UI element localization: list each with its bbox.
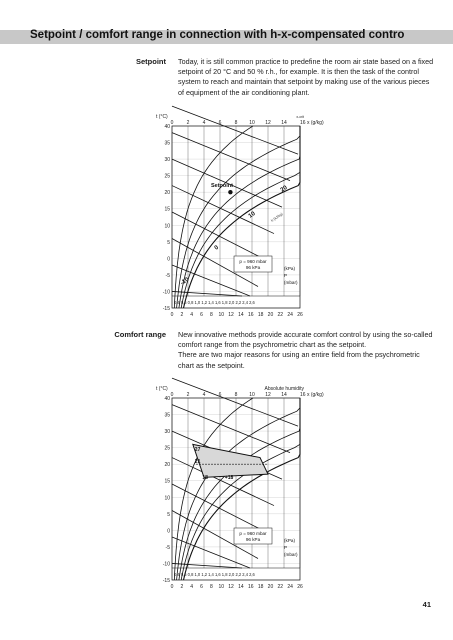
- x-top-tick: 14: [281, 392, 287, 398]
- y-tick: 10: [164, 223, 170, 230]
- relative-humidity-curve: [184, 398, 301, 580]
- y-tick: 15: [164, 206, 170, 213]
- setpoint-label: Setpoint: [211, 183, 233, 190]
- section-label-setpoint: Setpoint: [136, 57, 166, 66]
- x-bottom-tick: 12: [228, 584, 234, 590]
- chart-top-right-label: Absolute humidity: [264, 386, 304, 392]
- comfort-label: +18: [224, 475, 234, 482]
- x-bottom-tick: 2: [180, 584, 184, 590]
- y-tick: -5: [165, 272, 170, 279]
- x-top-tick: 6: [218, 392, 222, 398]
- x-bottom-tick: 0: [170, 584, 174, 590]
- comfort-range-area: [193, 444, 268, 477]
- x-bottom-tick: 14: [238, 312, 244, 318]
- x-bottom-tick: 16: [247, 584, 254, 590]
- y-tick: 20: [164, 190, 170, 197]
- x-bottom-tick: 2: [180, 312, 184, 318]
- x-bottom-tick: 8: [209, 312, 213, 318]
- enthalpy-value-label: -10: [179, 276, 191, 287]
- x-bottom-tick: 14: [238, 584, 244, 590]
- x-bottom-tick: 24: [287, 584, 293, 590]
- enthalpy-line: [172, 133, 290, 181]
- y-tick: 5: [167, 511, 170, 518]
- unit-mbar: (mbar): [284, 552, 298, 557]
- x-bottom-tick: 10: [218, 584, 225, 590]
- x-top-tick: 14: [281, 120, 287, 126]
- x-top-tick: 2: [186, 120, 190, 126]
- page-title: Setpoint / comfort range in connection with h-x-compensated contro: [30, 29, 405, 41]
- enthalpy-line: [172, 106, 298, 154]
- setpoint-marker: [228, 190, 232, 194]
- psychrometric-chart-comfort: [154, 382, 324, 592]
- y-tick: -5: [165, 544, 170, 551]
- comfort-label: 27: [194, 446, 201, 453]
- y-tick: 5: [167, 239, 170, 246]
- y-tick: 25: [164, 173, 170, 180]
- x-bottom-tick: 22: [277, 584, 284, 590]
- x-top-tick: 16 x (g/kg): [300, 120, 324, 126]
- pressure-note-1: p = 960 mbar: [239, 531, 267, 536]
- y-tick: 35: [164, 412, 170, 419]
- x-bottom-tick: 24: [287, 312, 293, 318]
- enthalpy-line: [172, 405, 290, 453]
- chart1-svg: [154, 110, 324, 320]
- pressure-scale: 0,4 0,6 0,8 1,0 1,2 1,4 1,6 1,8 2,0 2,2 2,4 2,6: [174, 300, 255, 305]
- y-tick: 20: [164, 462, 170, 469]
- y-tick: 30: [164, 429, 170, 436]
- x-top-tick: 12: [265, 120, 271, 126]
- y-tick: 25: [164, 445, 170, 452]
- x-top-tick: 8: [234, 392, 238, 398]
- pressure-note-2: 96 kPa: [245, 537, 261, 542]
- y-tick: -10: [162, 561, 170, 568]
- x-top-tick: 10: [249, 120, 255, 126]
- x-bottom-tick: 18: [257, 312, 264, 318]
- x-bottom-tick: 8: [209, 584, 213, 590]
- x-bottom-tick: 6: [200, 312, 203, 318]
- x-top-tick: 16 x (g/kg): [300, 392, 324, 398]
- unit-pd: P: [284, 273, 288, 278]
- y-tick: -15: [162, 578, 170, 584]
- y-tick: -15: [162, 306, 170, 312]
- enthalpy-line: [172, 186, 274, 234]
- y-tick: 40: [164, 124, 170, 130]
- x-bottom-tick: 16: [247, 312, 254, 318]
- comfort-label: 18: [202, 475, 208, 482]
- x-bottom-tick: 26: [297, 312, 303, 318]
- pressure-note-2: 96 kPa: [245, 265, 261, 270]
- x-bottom-tick: 4: [190, 312, 194, 318]
- setpoint-paragraph: [178, 57, 436, 98]
- x-bottom-tick: 10: [218, 312, 225, 318]
- enthalpy-line: [172, 563, 242, 568]
- chart-top-right-label: x-crit: [296, 115, 304, 119]
- x-bottom-tick: 22: [277, 312, 284, 318]
- x-top-tick: 10: [249, 392, 255, 398]
- x-top-tick: 12: [265, 392, 271, 398]
- unit-pd: P: [284, 545, 288, 550]
- comfort-paragraphs: [178, 330, 436, 371]
- x-top-tick: 8: [234, 120, 238, 126]
- x-bottom-tick: 4: [190, 584, 194, 590]
- x-bottom-tick: 6: [200, 584, 203, 590]
- setpoint-text: Today, it is still common practice to predefine the room air state based on a fixed setpoint of 20 °C and 50 % r.h., for example. It is then the task of the control system to reach and maintain that setpoint by making use of the various pieces of equipment of the air conditioning plant.: [178, 57, 434, 97]
- x-bottom-tick: 20: [267, 584, 274, 590]
- y-tick: 40: [164, 396, 170, 402]
- x-bottom-tick: 12: [228, 312, 234, 318]
- y-tick: -10: [162, 289, 170, 296]
- section-label-comfort-range: Comfort range: [114, 330, 166, 339]
- y-tick: 15: [164, 478, 170, 485]
- y-tick: 0: [167, 528, 170, 535]
- y-tick: 0: [167, 256, 170, 263]
- psychrometric-chart-setpoint: [154, 110, 324, 320]
- x-bottom-tick: 18: [257, 584, 264, 590]
- comfort-label: 21: [194, 459, 201, 466]
- x-top-tick: 0: [170, 120, 174, 126]
- chart2-svg: [154, 382, 324, 592]
- y-tick: 30: [164, 157, 170, 164]
- chart-ylabel: t (°C): [156, 386, 168, 392]
- unit-kpa: (kPa): [284, 538, 295, 543]
- x-bottom-tick: 0: [170, 312, 174, 318]
- unit-mbar: (mbar): [284, 280, 298, 285]
- comfort-paragraph-2: There are two major reasons for using an entire field from the psychrometric chart as the setpoint.: [178, 350, 420, 370]
- x-top-tick: 6: [218, 120, 222, 126]
- x-bottom-tick: 26: [297, 584, 303, 590]
- enthalpy-line: [172, 291, 242, 296]
- x-top-tick: 4: [202, 392, 206, 398]
- enthalpy-axis-label: h (kJ/kg): [270, 211, 284, 223]
- x-top-tick: 0: [170, 392, 174, 398]
- y-tick: 10: [164, 495, 170, 502]
- y-tick: 35: [164, 140, 170, 147]
- relative-humidity-curve: [184, 126, 301, 308]
- x-top-tick: 2: [186, 392, 190, 398]
- chart-ylabel: t (°C): [156, 114, 168, 120]
- pressure-scale: 0,4 0,6 0,8 1,0 1,2 1,4 1,6 1,8 2,0 2,2 2,4 2,6: [174, 572, 255, 577]
- x-bottom-tick: 20: [267, 312, 274, 318]
- pressure-note-1: p = 960 mbar: [239, 259, 267, 264]
- enthalpy-value-label: 0: [213, 244, 220, 252]
- unit-kpa: (kPa): [284, 266, 295, 271]
- enthalpy-value-label: 10: [247, 210, 257, 220]
- page-number: 41: [422, 600, 431, 609]
- enthalpy-value-label: 20: [279, 184, 289, 194]
- x-top-tick: 4: [202, 120, 206, 126]
- comfort-paragraph-1: New innovative methods provide accurate comfort control by using the so-called comfort range from the psychrometric chart as the setpoint.: [178, 330, 433, 350]
